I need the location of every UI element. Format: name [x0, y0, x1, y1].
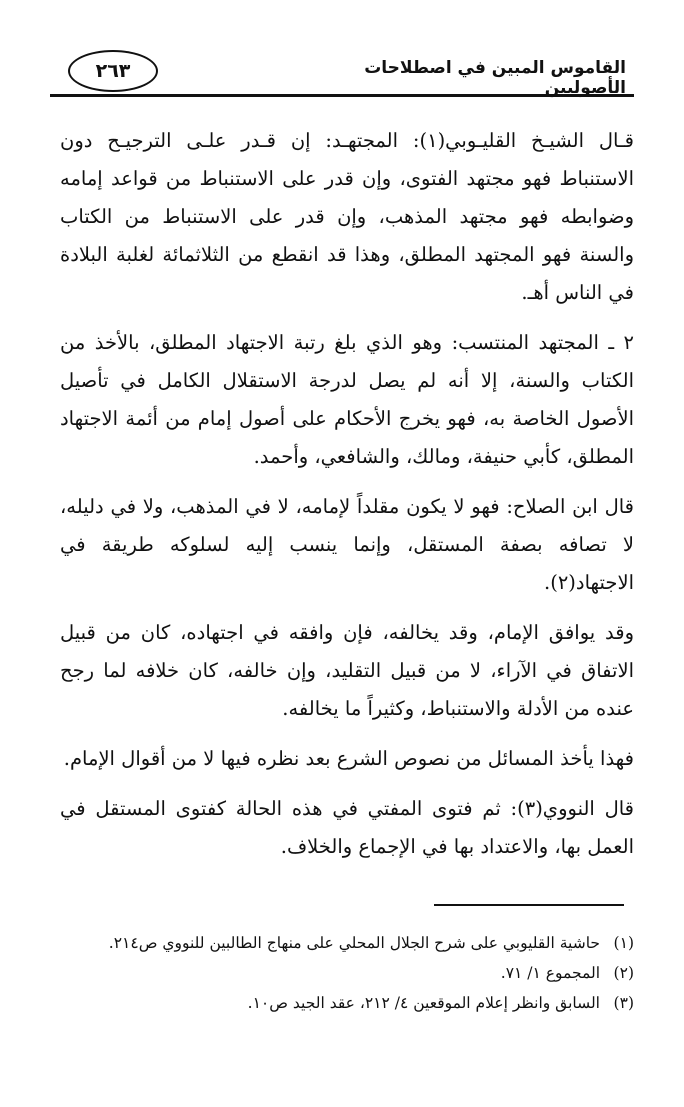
footnote-separator [434, 904, 624, 906]
page-number: ٢٦٣ [68, 50, 158, 92]
footnote-number: (٢) [613, 964, 634, 982]
paragraph-qalyubi [60, 122, 634, 312]
main-text [60, 122, 634, 878]
paragraph-text: فهذا يأخذ المسائل من نصوص الشرع بعد نظره فيها لا من أقوال الإمام. [63, 747, 634, 770]
paragraph-ibn-salah [60, 488, 634, 602]
footnote-number: (٣) [613, 994, 634, 1012]
footnote-text: المجموع ١/ ٧١. [500, 964, 600, 982]
footnote [60, 928, 634, 958]
header-rule [50, 94, 634, 97]
paragraph-sources [60, 740, 634, 778]
paragraph-text: قال النووي(٣): ثم فتوى المفتي في هذه الحالة كفتوى المستقل في العمل بها، والاعتداد بها في الإجماع والخلاف. [60, 797, 635, 858]
paragraph-nawawi [60, 790, 634, 866]
footnote-number: (١) [613, 934, 634, 952]
paragraph-muntasib [60, 324, 634, 476]
running-title: القاموس المبين في اصطلاحات الأصوليين [364, 58, 626, 98]
paragraph-text: قال ابن الصلاح: فهو لا يكون مقلداً لإمامه، لا في المذهب، ولا في دليله، لا تصافه بصفة المستقل، وإنما ينسب إليه لسلوكه طريقة في الاجتهاد(٢). [60, 495, 634, 594]
paragraph-agreement [60, 614, 634, 728]
footnotes [60, 928, 634, 1018]
footnote [60, 958, 634, 988]
paragraph-text: ٢ ـ المجتهد المنتسب: وهو الذي بلغ رتبة الاجتهاد المطلق، بالأخذ من الكتاب والسنة، إلا أنه لم يصل لدرجة الاستقلال الكامل في تأصيل الأصول الخاصة به، فهو يخرج الأحكام على أصول إمام من أئمة الاجتهاد المطلق، كأبي حنيفة، ومالك، والشافعي، وأحمد. [60, 331, 634, 468]
footnote [60, 988, 634, 1018]
paragraph-text: قـال الشيـخ القليـوبي(١): المجتهـد: إن قـدر علـى الترجيـح دون الاستنباط فهو مجتهد الفتوى، وإن قدر على الاستنباط من قواعد إمامه وضوابطه فهو مجتهد المذهب، وإن قدر على الاستنباط من الكتاب والسنة فهو المجتهد المطلق، وهذا قد انقطع من الثلاثمائة لغلبة البلادة في الناس أهـ. [60, 129, 634, 304]
footnote-text: حاشية القليوبي على شرح الجلال المحلي على منهاج الطالبين للنووي ص٢١٤. [108, 934, 600, 952]
paragraph-text: وقد يوافق الإمام، وقد يخالفه، فإن وافقه في اجتهاده، كان من قبيل الاتفاق في الآراء، لا من قبيل التقليد، وإن خالفه، كان خلافه لما رجح عنده من الأدلة والاستنباط، وكثيراً ما يخالفه. [60, 621, 634, 720]
footnote-text: السابق وانظر إعلام الموقعين ٤/ ٢١٢، عقد الجيد ص١٠. [247, 994, 600, 1012]
